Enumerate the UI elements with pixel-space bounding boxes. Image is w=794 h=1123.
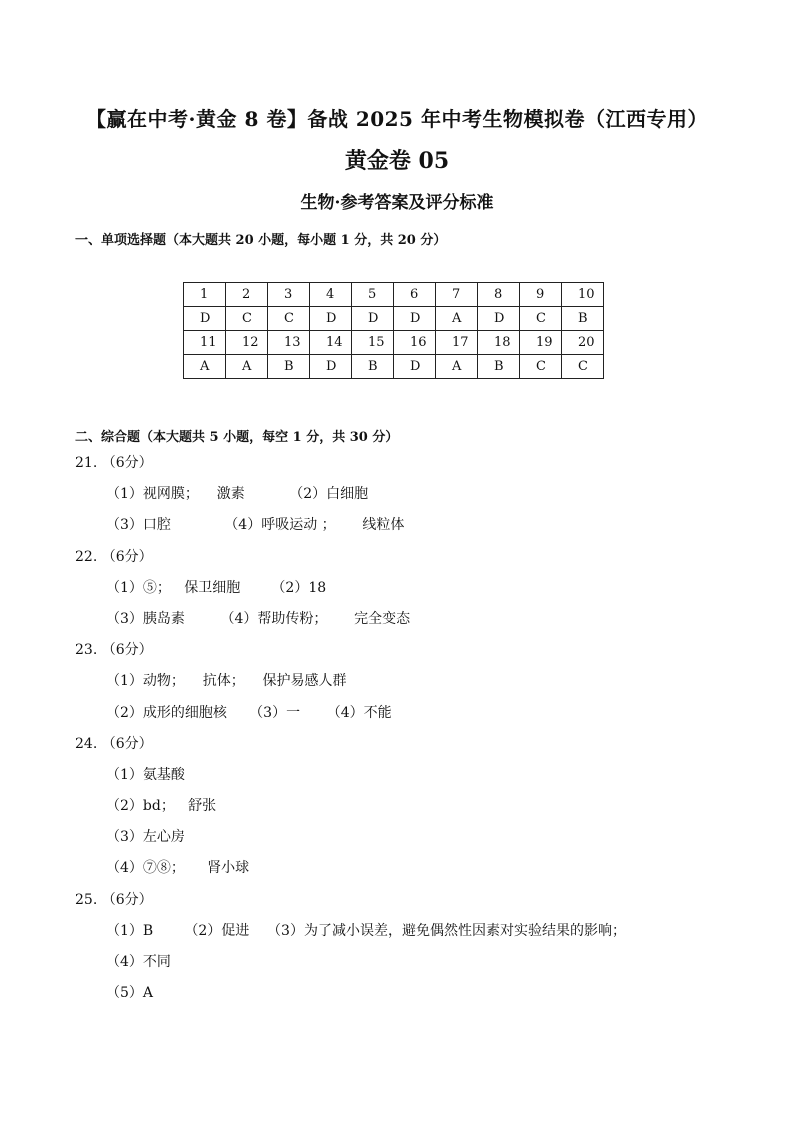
table-cell: 8 — [478, 283, 520, 307]
question-21-head: 21. （6分） — [75, 455, 153, 471]
answer-line: （1）B （2）促进 （3）为了减小误差，避免偶然性因素对实验结果的影响； — [106, 922, 626, 939]
question-24-head: 24. （6分） — [75, 735, 153, 752]
table-cell: 15 — [352, 331, 394, 355]
table-cell: 18 — [478, 331, 520, 355]
table-cell: 14 — [310, 331, 352, 355]
table-cell: 5 — [352, 283, 394, 307]
table-cell: 7 — [436, 283, 478, 307]
table-cell: 13 — [268, 331, 310, 355]
answer-line: （1）动物； 抗体； 保护易感人群 — [106, 673, 347, 690]
table-cell: 6 — [394, 283, 436, 307]
table-cell: 1 — [184, 283, 226, 307]
section2-heading: 二、综合题（本大题共 5 小题，每空 1 分，共 30 分） — [75, 430, 399, 445]
table-cell: 9 — [520, 283, 562, 307]
table-cell: A — [436, 355, 478, 379]
question-25-head: 25. （6分） — [75, 891, 153, 908]
table-cell: C — [562, 355, 604, 379]
paper-title: 黄金卷 05 — [344, 148, 450, 174]
question-23-head: 23. （6分） — [75, 642, 153, 659]
table-row — [184, 331, 604, 355]
table-cell: 4 — [310, 283, 352, 307]
answer-line: （3）口腔 （4）呼吸运动 ； 线粒体 — [106, 517, 405, 534]
table-row — [184, 355, 604, 379]
table-cell: D — [478, 307, 520, 331]
table-cell: 12 — [226, 331, 268, 355]
table-cell: 20 — [562, 331, 604, 355]
table-cell: C — [520, 307, 562, 331]
answer-line: （1）⑤； 保卫细胞 （2）18 — [106, 579, 327, 596]
table-cell: B — [268, 355, 310, 379]
table-cell: D — [184, 307, 226, 331]
table-cell: 16 — [394, 331, 436, 355]
table-cell: 2 — [226, 283, 268, 307]
table-cell: C — [226, 307, 268, 331]
answer-line: （1）视网膜； 激素 （2）白细胞 — [106, 486, 369, 503]
table-cell: 11 — [184, 331, 226, 355]
comprehensive-answers — [75, 448, 715, 1009]
table-cell: D — [310, 307, 352, 331]
table-cell: D — [310, 355, 352, 379]
table-cell: D — [394, 355, 436, 379]
table-cell: B — [478, 355, 520, 379]
table-cell: B — [562, 307, 604, 331]
table-cell: 17 — [436, 331, 478, 355]
table-cell: A — [184, 355, 226, 379]
answer-line: （4）不同 — [106, 954, 171, 970]
table-cell: 19 — [520, 331, 562, 355]
question-22-head: 22. （6分） — [75, 548, 153, 565]
table-cell: D — [352, 307, 394, 331]
table-cell: C — [520, 355, 562, 379]
answer-line: （2）bd； 舒张 — [106, 798, 217, 815]
answer-line: （1）氨基酸 — [106, 766, 185, 783]
answer-line: （5）A — [106, 985, 154, 1002]
section1-heading: 一、单项选择题（本大题共 20 小题，每小题 1 分，共 20 分） — [75, 233, 447, 248]
table-cell: D — [394, 307, 436, 331]
answer-line: （3）胰岛素 （4）帮助传粉； 完全变态 — [106, 610, 411, 627]
paper-series-title: 【赢在中考·黄金 8 卷】备战 2025 年中考生物模拟卷（江西专用） — [86, 107, 708, 131]
table-row — [184, 307, 604, 331]
table-cell: B — [352, 355, 394, 379]
table-cell: A — [226, 355, 268, 379]
answer-key-subtitle: 生物·参考答案及评分标准 — [300, 193, 494, 213]
table-row — [184, 283, 604, 307]
answer-line: （4）⑦⑧； 肾小球 — [106, 860, 250, 877]
answer-line: （3）左心房 — [106, 829, 185, 846]
table-cell: C — [268, 307, 310, 331]
table-cell: 10 — [562, 283, 604, 307]
answer-line: （2）成形的细胞核 （3）一 （4）不能 — [106, 704, 392, 721]
table-cell: A — [436, 307, 478, 331]
table-cell: 3 — [268, 283, 310, 307]
answer-table — [183, 282, 604, 379]
